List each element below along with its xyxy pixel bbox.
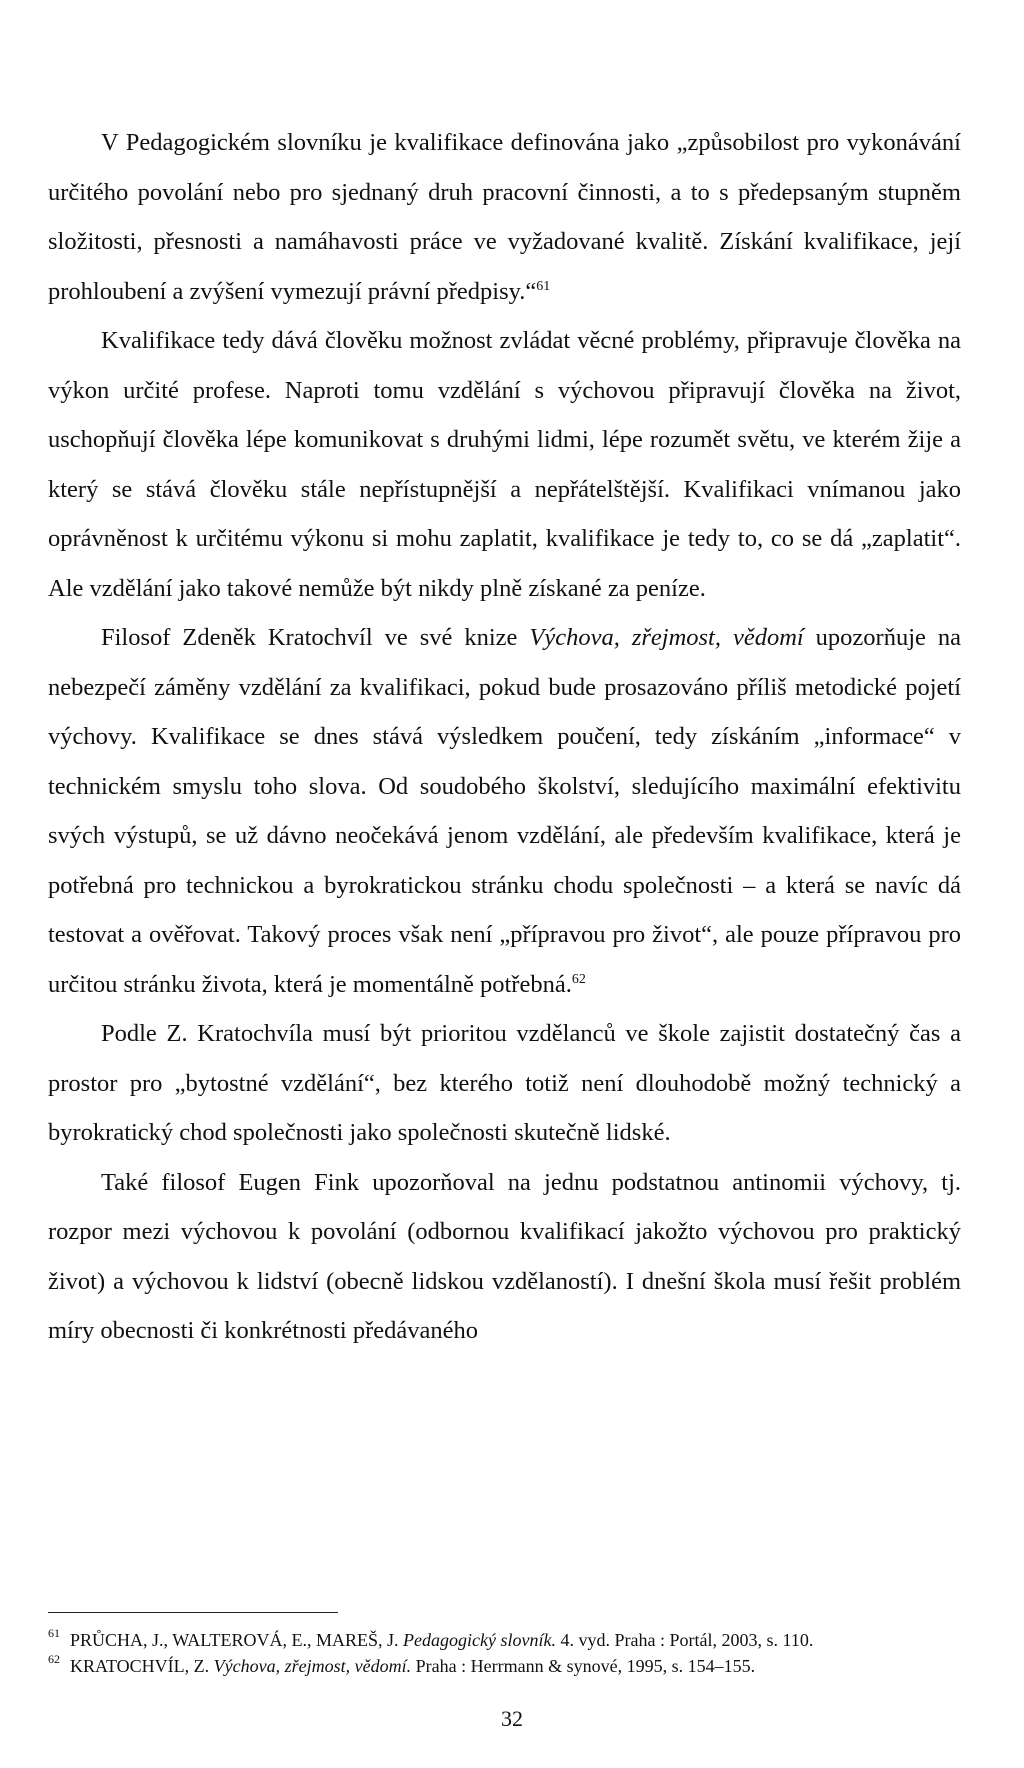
paragraph-3	[48, 613, 961, 1009]
paragraph-text: Také filosof Eugen Fink upozorňoval na jednu podstatnou antinomii výchovy, tj. rozpor mezi výchovou k povolání (odbornou kvalifikací jakožto výchovou pro praktický život) a výchovou k lidství (obecně lidskou vzdělaností). I dnešní škola musí řešit problém míry obecnosti či konkrétnosti předávaného	[48, 1168, 961, 1344]
paragraph-1	[48, 118, 961, 316]
footnote-ref-62[interactable]: 62	[571, 971, 586, 987]
paragraph-2	[48, 316, 961, 613]
paragraph-5	[48, 1158, 961, 1356]
footnote-text: 4. vyd. Praha : Portál, 2003, s. 110.	[556, 1630, 814, 1650]
footnote-book-title: Pedagogický slovník.	[403, 1630, 556, 1650]
footnote-mark: 61	[48, 1626, 60, 1640]
footnote-61	[48, 1627, 961, 1653]
footnote-book-title: Výchova, zřejmost, vědomí.	[213, 1656, 412, 1676]
footnote-text: PRŮCHA, J., WALTEROVÁ, E., MAREŠ, J.	[70, 1630, 404, 1650]
footnote-text: KRATOCHVÍL, Z.	[70, 1656, 214, 1676]
footnote-text: Praha : Herrmann & synové, 1995, s. 154–155.	[411, 1656, 756, 1676]
body-text	[48, 118, 961, 1356]
paragraph-4	[48, 1009, 961, 1158]
paragraph-text: V Pedagogickém slovníku je kvalifikace definována jako „způsobilost pro vykonávání určitého povolání nebo pro sjednaný druh pracovní činnosti, a to s předepsaným stupněm složitosti, přesnosti a namáhavosti práce ve vyžadované kvalitě. Získání kvalifikace, její prohloubení a zvýšení vymezují právní předpisy.“	[48, 129, 961, 305]
paragraph-text: Kvalifikace tedy dává člověku možnost zvládat věcné problémy, připravuje člověka na výkon určité profese. Naproti tomu vzdělání s výchovou připravují člověka na život, uschopňují člověka lépe komunikovat s druhými lidmi, lépe rozumět světu, ve kterém žije a který se stává člověku stále nepřístupnější a nepřátelštější. Kvalifikaci vnímanou jako oprávněnost k určitému výkonu si mohu zaplatit, kvalifikace je tedy to, co se dá „zaplatit“. Ale vzdělání jako takové nemůže být nikdy plně získané za peníze.	[48, 327, 961, 602]
footnote-mark: 62	[48, 1652, 60, 1666]
paragraph-text: upozorňuje na nebezpečí záměny vzdělání za kvalifikaci, pokud bude prosazováno příliš metodické pojetí výchovy. Kvalifikace se dnes stává výsledkem poučení, tedy získáním „informace“ v technickém smyslu toho slova. Od soudobého školství, sledujícího maximální efektivitu svých výstupů, se už dávno neočekává jenom vzdělání, ale především kvalifikace, která je potřebná pro technickou a byrokratickou stránku chodu společnosti – a která se navíc dá testovat a ověřovat. Takový proces však není „přípravou pro život“, ale pouze přípravou pro určitou stránku života, která je momentálně potřebná.	[48, 624, 961, 998]
footnote-divider	[48, 1612, 338, 1613]
book-title: Výchova, zřejmost, vědomí	[529, 624, 804, 651]
page-number: 32	[501, 1706, 523, 1731]
footnote-ref-61[interactable]: 61	[536, 278, 551, 294]
paragraph-text: Podle Z. Kratochvíla musí být prioritou vzdělanců ve škole zajistit dostatečný čas a prostor pro „bytostné vzdělání“, bez kterého totiž není dlouhodobě možný technický a byrokratický chod společnosti jako společnosti skutečně lidské.	[48, 1020, 961, 1146]
footnotes	[48, 1627, 961, 1679]
document-page	[48, 118, 961, 1356]
footnote-62	[48, 1653, 961, 1679]
paragraph-text: Filosof Zdeněk Kratochvíl ve své knize	[101, 624, 530, 651]
